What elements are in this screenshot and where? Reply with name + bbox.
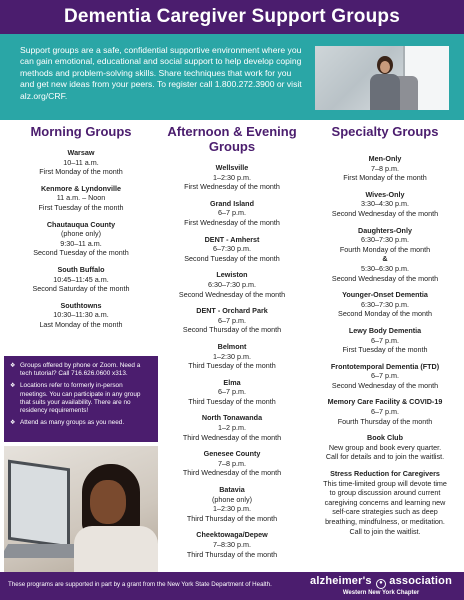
- group-detail: Second Tuesday of the month: [184, 253, 280, 263]
- group-entry: [6, 220, 156, 258]
- group-entry: [158, 235, 306, 264]
- group-detail: 1–2:30 p.m.: [213, 172, 251, 182]
- group-detail: Second Tuesday of the month: [33, 248, 129, 258]
- note-text: Locations refer to formerly in-person meetings. You can participate in any group that suits your availability. There are no residency requirements!: [20, 382, 141, 415]
- group-detail: 3:30–4:30 p.m.: [361, 199, 409, 209]
- group-detail: &: [382, 254, 388, 264]
- group-detail: 6–7 p.m.: [371, 407, 399, 417]
- group-detail: First Wednesday of the month: [184, 182, 280, 192]
- group-entry: [158, 530, 306, 559]
- group-entry: [158, 342, 306, 371]
- note-text: Groups offered by phone or Zoom. Need a tech tutorial? Call 716.626.0600 x313.: [20, 362, 141, 378]
- group-detail: Third Thursday of the month: [186, 513, 278, 523]
- diamond-bullet-icon: ❖: [10, 420, 16, 427]
- group-entry: [308, 290, 462, 319]
- group-name: Wellsville: [215, 163, 249, 172]
- group-name: Chautauqua County: [46, 219, 116, 229]
- group-detail: 1–2:30 p.m.: [213, 351, 251, 361]
- group-entry: [308, 154, 462, 183]
- group-detail: (phone only): [212, 494, 252, 504]
- group-detail: Fourth Monday of the month: [339, 244, 431, 254]
- group-entry: [6, 301, 156, 330]
- group-detail: 7–8:30 p.m.: [213, 540, 251, 549]
- group-detail: Second Wednesday of the month: [331, 273, 439, 283]
- group-name: Lewiston: [216, 270, 248, 280]
- group-entry: [308, 190, 462, 219]
- group-detail: Second Wednesday of the month: [331, 380, 439, 390]
- group-detail: First Tuesday of the month: [342, 345, 428, 355]
- group-detail: 6:30–7:30 p.m.: [361, 235, 409, 245]
- group-name: Memory Care Facility & COVID-19: [327, 397, 443, 407]
- group-detail: 6:30–7:30 p.m.: [361, 299, 409, 309]
- group-detail: Call for details and to join the waitlist.: [325, 452, 445, 462]
- group-detail: 6–7 p.m.: [218, 315, 246, 325]
- brand-name: alzheimer's: [310, 575, 372, 587]
- page-header: [0, 0, 464, 34]
- group-name: Daughters-Only: [358, 225, 412, 235]
- group-detail: (phone only): [61, 229, 101, 239]
- group-detail: 6–7 p.m.: [218, 208, 246, 218]
- group-detail: 10–11 a.m.: [63, 157, 99, 167]
- group-detail: New group and book every quarter.: [328, 442, 442, 452]
- group-name: Frontotemporal Dementia (FTD): [330, 361, 440, 371]
- group-name: Cheektowaga/Depew: [196, 530, 268, 540]
- group-entry: [158, 485, 306, 523]
- group-entry: [158, 163, 306, 192]
- note-item: [10, 382, 152, 415]
- group-name: North Tonawanda: [201, 413, 263, 423]
- group-detail: This time-limited group will devote time: [323, 478, 447, 488]
- group-detail: 1–2:30 p.m.: [213, 504, 251, 514]
- group-detail: 5:30–6:30 p.m.: [361, 263, 409, 273]
- group-detail: 1–2 p.m.: [218, 423, 246, 433]
- group-name: Grand Island: [210, 198, 254, 208]
- group-name: Wives-Only: [365, 189, 405, 199]
- group-detail: Second Wednesday of the month: [178, 289, 286, 299]
- group-entry: [308, 326, 462, 355]
- group-entry: [158, 378, 306, 407]
- group-name: South Buffalo: [57, 264, 105, 274]
- group-detail: First Wednesday of the month: [184, 217, 280, 227]
- group-detail: 6–7 p.m.: [371, 335, 399, 345]
- diamond-bullet-icon: ❖: [10, 383, 16, 390]
- group-detail: 7–8 p.m.: [371, 163, 399, 173]
- group-detail: caregiving concerns and learning new: [324, 497, 446, 507]
- page-title: Dementia Caregiver Support Groups: [63, 6, 400, 27]
- specialty-groups-list: [308, 154, 462, 543]
- group-entry: [6, 148, 156, 177]
- logo-mark-icon: ●: [376, 579, 386, 589]
- intro-text: Support groups are a safe, confidential supportive environment where you can gain emotional, educational and social support to help develop coping methods and problem-solving skills. Share techniques that work for you and get new ideas from your peers. To register call 1.800.272.3900 or visit alz.org/CRF.: [20, 45, 302, 101]
- group-entry: [308, 226, 462, 284]
- group-detail: 6–7:30 p.m.: [213, 244, 251, 254]
- morning-groups-list: [6, 148, 156, 337]
- group-detail: First Tuesday of the month: [38, 202, 124, 212]
- group-entry: [308, 397, 462, 426]
- group-name: Southtowns: [60, 300, 102, 310]
- afternoon-groups-list: [158, 163, 306, 566]
- diamond-bullet-icon: ❖: [10, 363, 16, 369]
- group-detail: Second Saturday of the month: [32, 284, 130, 294]
- group-name: DENT - Amherst: [204, 234, 260, 244]
- group-detail: First Monday of the month: [343, 173, 427, 183]
- group-detail: 7–8 p.m.: [218, 458, 246, 468]
- intro-banner: [0, 34, 464, 120]
- group-name: Warsaw: [67, 148, 95, 157]
- group-detail: 6:30–7:30 p.m.: [208, 279, 256, 289]
- group-detail: 10:45–11:45 a.m.: [53, 274, 109, 284]
- group-entry: [6, 265, 156, 294]
- grant-note: These programs are supported in part by a grant from the New York State Department of Health.: [8, 581, 272, 588]
- group-entry: [308, 469, 462, 536]
- group-detail: Second Thursday of the month: [182, 325, 282, 335]
- group-detail: to group discussion around current: [329, 488, 441, 498]
- group-name: DENT - Orchard Park: [196, 306, 268, 316]
- group-detail: self-care strategies such as deep: [332, 507, 438, 517]
- group-detail: Last Monday of the month: [39, 319, 123, 329]
- group-detail: Call to join the waitlist.: [349, 526, 421, 536]
- morning-title: Morning Groups: [30, 124, 132, 139]
- group-name: Batavia: [219, 485, 245, 495]
- group-name: Stress Reduction for Caregivers: [330, 469, 440, 479]
- group-detail: Second Wednesday of the month: [331, 208, 439, 218]
- page-footer: [0, 572, 464, 600]
- group-name: Elma: [223, 377, 241, 387]
- group-entry: [308, 362, 462, 391]
- group-detail: Fourth Thursday of the month: [337, 416, 433, 426]
- group-entry: [6, 184, 156, 213]
- notes-box: [4, 356, 158, 442]
- group-detail: 6–7 p.m.: [218, 387, 246, 397]
- group-detail: Third Tuesday of the month: [188, 396, 276, 406]
- woman-laptop-photo: [4, 446, 158, 572]
- caregiver-phone-photo: [315, 46, 449, 110]
- group-entry: [308, 433, 462, 462]
- group-name: Lewy Body Dementia: [348, 325, 422, 335]
- group-entry: [158, 413, 306, 442]
- brand-suffix: association: [389, 575, 452, 587]
- group-entry: [158, 199, 306, 228]
- group-detail: Third Wednesday of the month: [182, 468, 282, 478]
- group-detail: 9:30–11 a.m.: [60, 238, 102, 248]
- group-entry: [158, 270, 306, 299]
- group-detail: 11 a.m. – Noon: [56, 193, 106, 203]
- group-detail: Second Monday of the month: [338, 309, 432, 319]
- group-detail: Third Tuesday of the month: [188, 361, 276, 371]
- group-entry: [158, 449, 306, 478]
- specialty-title: Specialty Groups: [331, 124, 439, 139]
- group-name: Belmont: [217, 341, 247, 351]
- note-item: [10, 362, 152, 378]
- group-entry: [158, 306, 306, 335]
- group-name: Younger-Onset Dementia: [342, 290, 428, 300]
- group-detail: Third Thursday of the month: [186, 549, 278, 559]
- chapter-name: Western New York Chapter: [342, 590, 420, 596]
- afternoon-title: Afternoon & Evening Groups: [167, 124, 297, 154]
- alzheimers-association-logo: [310, 575, 452, 596]
- note-item: [10, 419, 152, 427]
- group-detail: breathing, mindfulness, or meditation.: [325, 517, 445, 526]
- group-detail: Third Wednesday of the month: [182, 432, 282, 442]
- group-detail: First Monday of the month: [39, 167, 123, 177]
- group-name: Book Club: [367, 433, 403, 443]
- group-name: Genesee County: [203, 449, 261, 459]
- group-name: Kenmore & Lyndonville: [40, 183, 121, 193]
- group-detail: 10:30–11:30 a.m.: [53, 310, 109, 320]
- note-text: Attend as many groups as you need.: [20, 419, 125, 427]
- group-detail: 6–7 p.m.: [371, 371, 399, 381]
- group-name: Men-Only: [368, 154, 402, 163]
